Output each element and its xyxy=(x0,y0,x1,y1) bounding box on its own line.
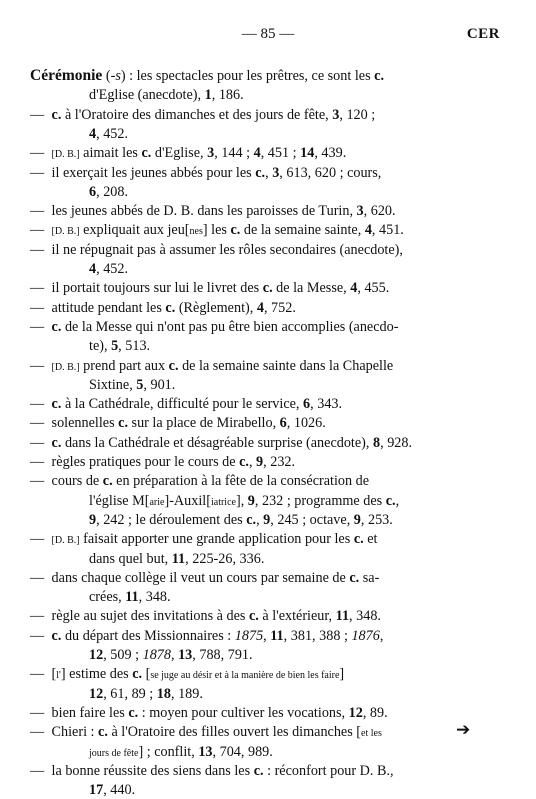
entry-line: — la bonne réussite des siens dans les c. : réconfort pour D. B., xyxy=(30,762,394,779)
entry-line: te), 5, 513. xyxy=(89,338,151,355)
entry-line: Cérémonie (-s) : les spectacles pour les prêtres, ce sont les c. xyxy=(30,67,385,84)
entry-line: — règles pratiques pour le cours de c., 9, 232. xyxy=(30,454,296,470)
entry-line: 12, 509 ; 1878, 13, 788, 791. xyxy=(89,647,253,663)
right-arrow-icon: ➔ xyxy=(456,720,471,739)
entry-line: 4, 452. xyxy=(89,261,129,277)
dash: — xyxy=(30,106,45,123)
entry-line: 17, 440. xyxy=(89,782,136,799)
headword: Cérémonie xyxy=(30,67,103,84)
entry-line: — Chieri : c. à l'Oratoire des filles ouvert les dimanches [et les xyxy=(30,724,382,741)
entry-line: — [D. B.] aimait les c. d'Eglise, 3, 144 ; 4, 451 ; 14, 439. xyxy=(30,145,347,162)
entry-line: — [D. B.] faisait apporter une grande application pour les c. et xyxy=(30,531,378,548)
entry-line: l'église M[arie]-Auxil[iatrice], 9, 232 ; programme des c., xyxy=(89,492,400,509)
entry-line: 9, 242 ; le déroulement des c., 9, 245 ; octave, 9, 253. xyxy=(89,511,393,528)
running-head-key: CER xyxy=(466,26,500,42)
entry-line: Sixtine, 5, 901. xyxy=(89,376,176,393)
entry-line: — il exerçait les jeunes abbés pour les c., 3, 613, 620 ; cours, xyxy=(30,164,382,181)
entry-line: — c. de la Messe qui n'ont pas pu être bien accomplies (anecdo- xyxy=(30,318,399,335)
entry-line: — les jeunes abbés de D. B. dans les paroisses de Turin, 3, 620. xyxy=(30,203,396,220)
entry-line: — bien faire les c. : moyen pour cultiver les vocations, 12, 89. xyxy=(30,704,388,721)
entry-line: — c. à l'Oratoire des dimanches et des jours de fête, 3, 120 ; xyxy=(30,106,376,123)
entry-line: dans quel but, 11, 225-26, 336. xyxy=(89,550,265,567)
entry-line: — attitude pendant les c. (Règlement), 4, 752. xyxy=(30,299,296,316)
entry-line: — cours de c. en préparation à la fête de la consécration de xyxy=(30,473,370,490)
entry-line: — il portait toujours sur lui le livret des c. de la Messe, 4, 455. xyxy=(30,280,390,297)
entry-line: 12, 61, 89 ; 18, 189. xyxy=(89,685,203,702)
entry-line: — dans chaque collège il veut un cours par semaine de c. sa- xyxy=(30,569,380,586)
entry-line: 4, 452. xyxy=(89,125,129,142)
entry-line: — [l'] estime des c. [se juge au désir et à la manière de bien les faire] xyxy=(30,666,345,683)
entry-line: — [D. B.] expliquait aux jeu[nes] les c. de la semaine sainte, 4, 451. xyxy=(30,222,404,239)
page-number: — 85 — xyxy=(241,26,295,42)
entry-line: d'Eglise (anecdote), 1, 186. xyxy=(89,87,244,104)
entry-line: — solennelles c. sur la place de Mirabello, 6, 1026. xyxy=(30,415,326,432)
entry-line: — c. du départ des Missionnaires : 1875, 11, 381, 388 ; 1876, xyxy=(30,627,384,644)
entry-line: — règle au sujet des invitations à des c. à l'extérieur, 11, 348. xyxy=(30,608,381,625)
entry-line: — c. dans la Cathédrale et désagréable surprise (anecdote), 8, 928. xyxy=(30,434,413,451)
entry-line: crées, 11, 348. xyxy=(89,589,171,606)
entry-line: — il ne répugnait pas à assumer les rôles secondaires (anecdote), xyxy=(30,241,403,258)
entry-line: — c. à la Cathédrale, difficulté pour le service, 6, 343. xyxy=(30,396,343,413)
entry-line: jours de fête] ; conflit, 13, 704, 989. xyxy=(89,743,273,760)
entry-line: 6, 208. xyxy=(89,183,129,200)
entry-line: — [D. B.] prend part aux c. de la semaine sainte dans la Chapelle xyxy=(30,357,394,374)
